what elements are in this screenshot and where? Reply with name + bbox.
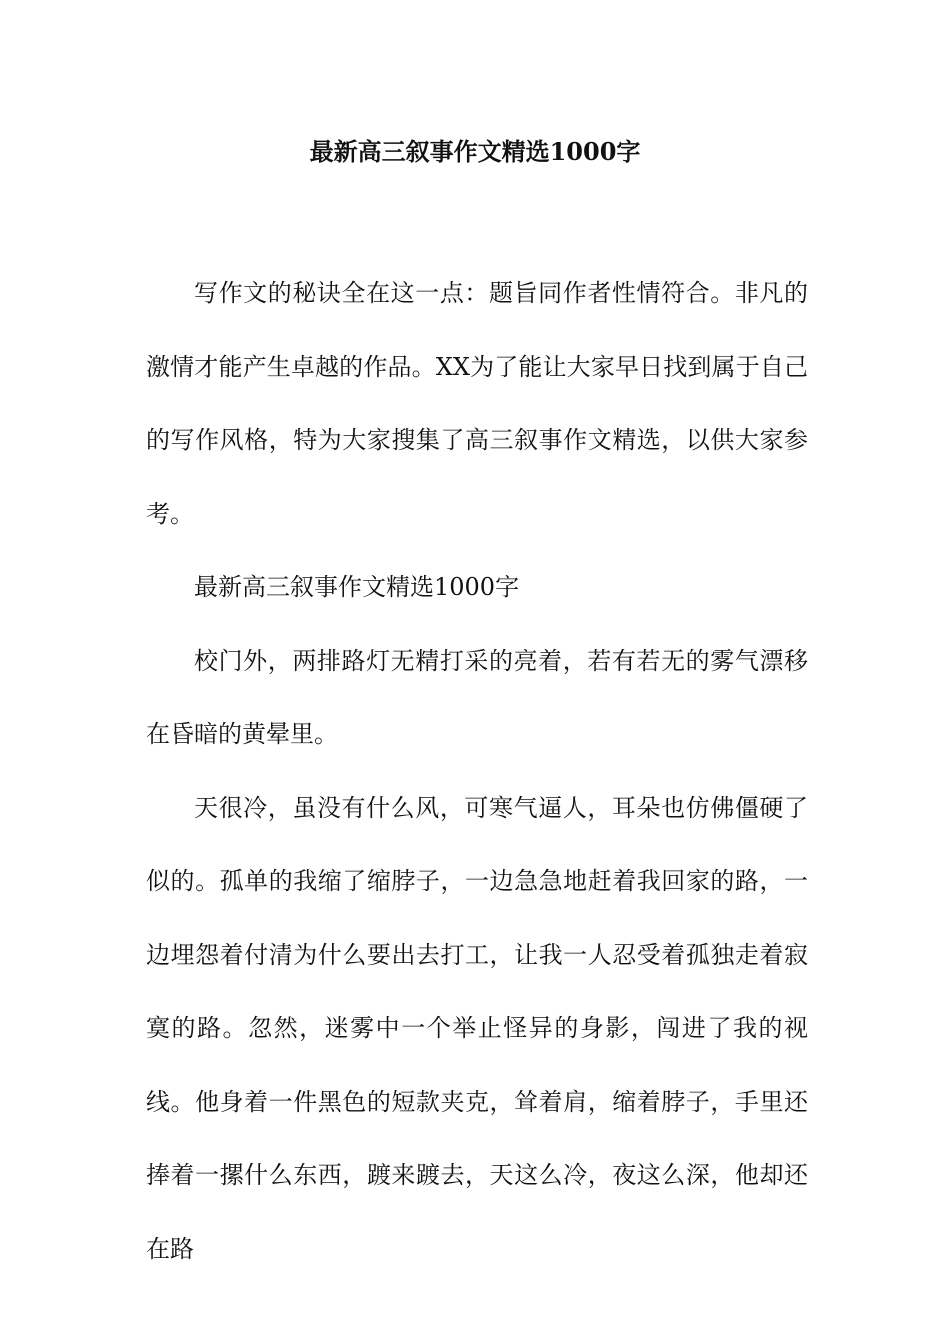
paragraph-school-gate: 校门外，两排路灯无精打采的亮着，若有若无的雾气漂移在昏暗的黄晕里。	[146, 646, 808, 748]
document-title: 最新高三叙事作文精选1000字	[309, 137, 641, 166]
paragraph-cold-night: 天很冷，虽没有什么风，可寒气逼人，耳朵也仿佛僵硬了似的。孤单的我缩了缩脖子，一边急急地赶着我回家的路，一边埋怨着付清为什么要出去打工，让我一人忍受着孤独走着寂寞的路。忽然，迷雾中一个举止怪异的身影，闯进了我的视线。他身着一件黑色的短款夹克，耸着肩，缩着脖子，手里还捧着一摞什么东西，踱来踱去，天这么冷，夜这么深，他却还在路	[146, 793, 808, 1263]
paragraph-subtitle: 最新高三叙事作文精选1000字	[194, 573, 520, 601]
paragraph-intro: 写作文的秘诀全在这一点：题旨同作者性情符合。非凡的激情才能产生卓越的作品。XX为了能让大家早日找到属于自己的写作风格，特为大家搜集了高三叙事作文精选，以供大家参考。	[146, 279, 808, 528]
document-body	[146, 257, 808, 1286]
